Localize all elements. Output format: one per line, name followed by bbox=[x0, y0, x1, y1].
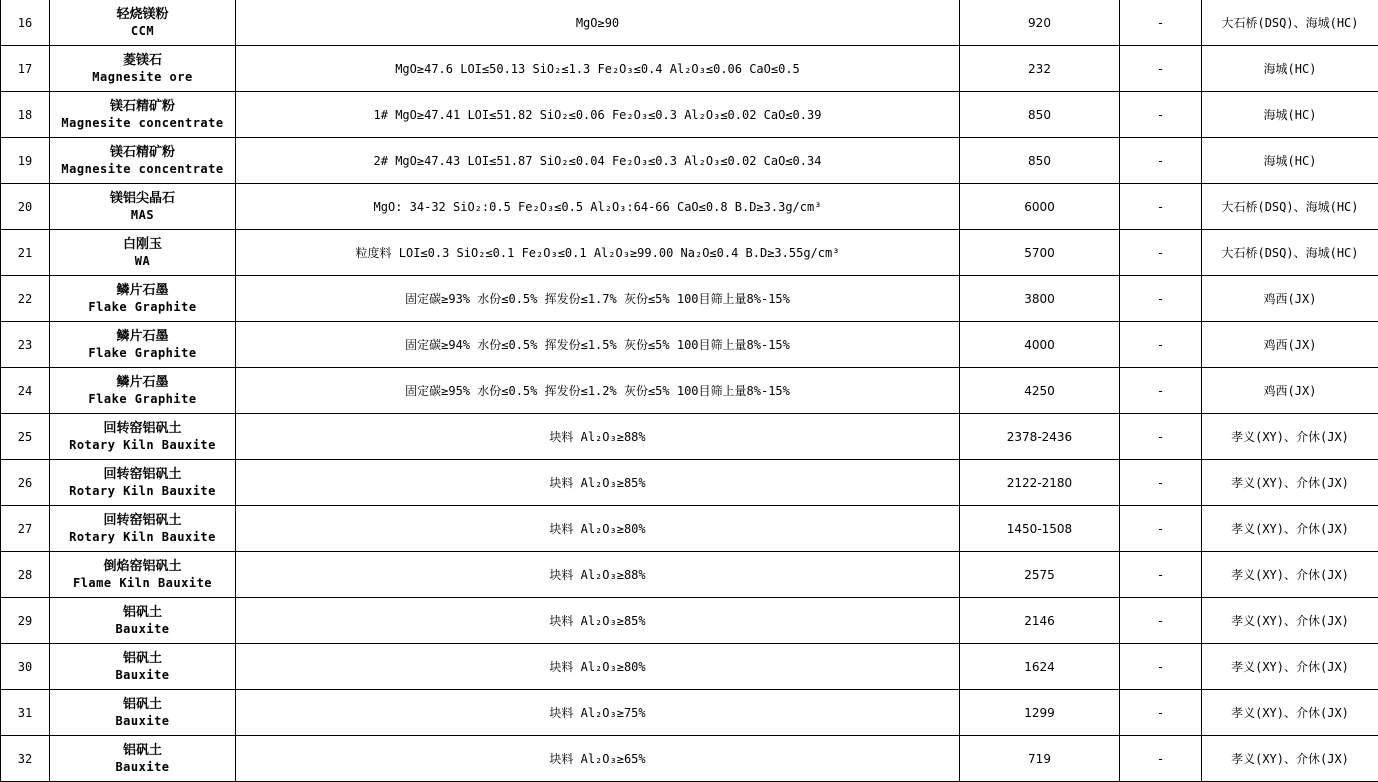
product-name-cn: 倒焰窑铝矾土 bbox=[50, 559, 235, 575]
product-origin: 鸡西(JX) bbox=[1202, 368, 1378, 414]
product-name-cn: 镁石精矿粉 bbox=[50, 99, 235, 115]
product-name-cn: 回转窑铝矾土 bbox=[50, 467, 235, 483]
product-origin: 孝义(XY)、介休(JX) bbox=[1202, 506, 1378, 552]
price-change: - bbox=[1120, 736, 1202, 782]
price-table-body bbox=[1, 0, 1378, 782]
price-change: - bbox=[1120, 46, 1202, 92]
product-name-cn: 铝矾土 bbox=[50, 605, 235, 621]
row-number: 20 bbox=[1, 184, 50, 230]
product-origin: 海城(HC) bbox=[1202, 92, 1378, 138]
product-price: 5700 bbox=[960, 230, 1120, 276]
product-name-cn: 镁铝尖晶石 bbox=[50, 191, 235, 207]
product-name-en: Rotary Kiln Bauxite bbox=[50, 483, 235, 499]
product-price: 6000 bbox=[960, 184, 1120, 230]
product-price: 850 bbox=[960, 138, 1120, 184]
product-name bbox=[50, 690, 236, 736]
table-row bbox=[1, 506, 1378, 552]
product-name-en: Magnesite ore bbox=[50, 69, 235, 85]
product-origin: 海城(HC) bbox=[1202, 138, 1378, 184]
table-row bbox=[1, 322, 1378, 368]
product-name-cn: 轻烧镁粉 bbox=[50, 7, 235, 23]
product-name-cn: 鳞片石墨 bbox=[50, 329, 235, 345]
product-name-cn: 菱镁石 bbox=[50, 53, 235, 69]
product-name bbox=[50, 46, 236, 92]
table-row bbox=[1, 690, 1378, 736]
product-name-cn: 铝矾土 bbox=[50, 651, 235, 667]
product-price: 4250 bbox=[960, 368, 1120, 414]
price-change: - bbox=[1120, 368, 1202, 414]
product-name-en: Bauxite bbox=[50, 713, 235, 729]
product-price: 2575 bbox=[960, 552, 1120, 598]
price-change: - bbox=[1120, 414, 1202, 460]
product-spec: 块料 Al₂O₃≥80% bbox=[236, 644, 960, 690]
product-name bbox=[50, 506, 236, 552]
row-number: 25 bbox=[1, 414, 50, 460]
product-origin: 孝义(XY)、介休(JX) bbox=[1202, 644, 1378, 690]
price-change: - bbox=[1120, 92, 1202, 138]
row-number: 17 bbox=[1, 46, 50, 92]
product-price: 1624 bbox=[960, 644, 1120, 690]
product-name-en: Magnesite concentrate bbox=[50, 161, 235, 177]
product-price: 1450-1508 bbox=[960, 506, 1120, 552]
product-name bbox=[50, 230, 236, 276]
product-name-cn: 鳞片石墨 bbox=[50, 375, 235, 391]
row-number: 29 bbox=[1, 598, 50, 644]
product-spec: 1# MgO≥47.41 LOI≤51.82 SiO₂≤0.06 Fe₂O₃≤0.3 Al₂O₃≤0.02 CaO≤0.39 bbox=[236, 92, 960, 138]
product-spec: 块料 Al₂O₃≥88% bbox=[236, 552, 960, 598]
product-spec: 固定碳≥94% 水份≤0.5% 挥发份≤1.5% 灰份≤5% 100目筛上量8%-15% bbox=[236, 322, 960, 368]
product-spec: 固定碳≥95% 水份≤0.5% 挥发份≤1.2% 灰份≤5% 100目筛上量8%-15% bbox=[236, 368, 960, 414]
product-name-cn: 铝矾土 bbox=[50, 697, 235, 713]
product-name-cn: 白刚玉 bbox=[50, 237, 235, 253]
product-origin: 鸡西(JX) bbox=[1202, 322, 1378, 368]
table-row bbox=[1, 0, 1378, 46]
price-change: - bbox=[1120, 690, 1202, 736]
product-origin: 孝义(XY)、介休(JX) bbox=[1202, 414, 1378, 460]
table-row bbox=[1, 138, 1378, 184]
table-row bbox=[1, 736, 1378, 782]
product-name bbox=[50, 322, 236, 368]
product-origin: 大石桥(DSQ)、海城(HC) bbox=[1202, 184, 1378, 230]
product-price: 719 bbox=[960, 736, 1120, 782]
product-name-en: Magnesite concentrate bbox=[50, 115, 235, 131]
product-name-en: Rotary Kiln Bauxite bbox=[50, 529, 235, 545]
product-name-en: CCM bbox=[50, 23, 235, 39]
product-name-en: MAS bbox=[50, 207, 235, 223]
table-row bbox=[1, 276, 1378, 322]
product-name bbox=[50, 0, 236, 46]
row-number: 23 bbox=[1, 322, 50, 368]
price-change: - bbox=[1120, 644, 1202, 690]
row-number: 30 bbox=[1, 644, 50, 690]
product-name-en: Rotary Kiln Bauxite bbox=[50, 437, 235, 453]
product-spec: 块料 Al₂O₃≥85% bbox=[236, 598, 960, 644]
product-name bbox=[50, 92, 236, 138]
row-number: 18 bbox=[1, 92, 50, 138]
table-row bbox=[1, 414, 1378, 460]
price-change: - bbox=[1120, 230, 1202, 276]
table-row bbox=[1, 184, 1378, 230]
table-row bbox=[1, 460, 1378, 506]
product-spec: 块料 Al₂O₃≥65% bbox=[236, 736, 960, 782]
price-change: - bbox=[1120, 506, 1202, 552]
product-price: 2122-2180 bbox=[960, 460, 1120, 506]
product-name-en: Flame Kiln Bauxite bbox=[50, 575, 235, 591]
product-name bbox=[50, 736, 236, 782]
price-change: - bbox=[1120, 0, 1202, 46]
product-name bbox=[50, 552, 236, 598]
product-price: 850 bbox=[960, 92, 1120, 138]
row-number: 28 bbox=[1, 552, 50, 598]
product-spec: 粒度料 LOI≤0.3 SiO₂≤0.1 Fe₂O₃≤0.1 Al₂O₃≥99.00 Na₂O≤0.4 B.D≥3.55g/cm³ bbox=[236, 230, 960, 276]
row-number: 22 bbox=[1, 276, 50, 322]
product-name-cn: 回转窑铝矾土 bbox=[50, 421, 235, 437]
row-number: 19 bbox=[1, 138, 50, 184]
row-number: 27 bbox=[1, 506, 50, 552]
product-price: 920 bbox=[960, 0, 1120, 46]
product-origin: 孝义(XY)、介休(JX) bbox=[1202, 552, 1378, 598]
price-change: - bbox=[1120, 460, 1202, 506]
product-name bbox=[50, 460, 236, 506]
product-spec: 块料 Al₂O₃≥85% bbox=[236, 460, 960, 506]
price-change: - bbox=[1120, 184, 1202, 230]
product-name bbox=[50, 138, 236, 184]
product-name bbox=[50, 414, 236, 460]
product-origin: 孝义(XY)、介休(JX) bbox=[1202, 690, 1378, 736]
product-origin: 孝义(XY)、介休(JX) bbox=[1202, 598, 1378, 644]
product-spec: MgO≥90 bbox=[236, 0, 960, 46]
product-origin: 孝义(XY)、介休(JX) bbox=[1202, 736, 1378, 782]
row-number: 26 bbox=[1, 460, 50, 506]
product-origin: 孝义(XY)、介休(JX) bbox=[1202, 460, 1378, 506]
price-change: - bbox=[1120, 138, 1202, 184]
product-name bbox=[50, 184, 236, 230]
product-spec: 2# MgO≥47.43 LOI≤51.87 SiO₂≤0.04 Fe₂O₃≤0.3 Al₂O₃≤0.02 CaO≤0.34 bbox=[236, 138, 960, 184]
row-number: 32 bbox=[1, 736, 50, 782]
table-row bbox=[1, 644, 1378, 690]
product-price: 2378-2436 bbox=[960, 414, 1120, 460]
product-name-en: Flake Graphite bbox=[50, 299, 235, 315]
product-name bbox=[50, 644, 236, 690]
table-row bbox=[1, 230, 1378, 276]
row-number: 31 bbox=[1, 690, 50, 736]
product-name-en: Flake Graphite bbox=[50, 345, 235, 361]
product-name-en: Bauxite bbox=[50, 621, 235, 637]
product-price: 232 bbox=[960, 46, 1120, 92]
product-name bbox=[50, 598, 236, 644]
price-change: - bbox=[1120, 598, 1202, 644]
product-origin: 鸡西(JX) bbox=[1202, 276, 1378, 322]
row-number: 16 bbox=[1, 0, 50, 46]
table-row bbox=[1, 46, 1378, 92]
product-price: 4000 bbox=[960, 322, 1120, 368]
product-spec: MgO: 34-32 SiO₂:0.5 Fe₂O₃≤0.5 Al₂O₃:64-66 CaO≤0.8 B.D≥3.3g/cm³ bbox=[236, 184, 960, 230]
product-name-cn: 铝矾土 bbox=[50, 743, 235, 759]
product-price: 3800 bbox=[960, 276, 1120, 322]
product-name-en: Bauxite bbox=[50, 759, 235, 775]
product-price: 2146 bbox=[960, 598, 1120, 644]
product-spec: 块料 Al₂O₃≥75% bbox=[236, 690, 960, 736]
product-spec: 块料 Al₂O₃≥88% bbox=[236, 414, 960, 460]
product-name-en: WA bbox=[50, 253, 235, 269]
product-name-cn: 镁石精矿粉 bbox=[50, 145, 235, 161]
product-origin: 大石桥(DSQ)、海城(HC) bbox=[1202, 0, 1378, 46]
price-change: - bbox=[1120, 552, 1202, 598]
price-change: - bbox=[1120, 322, 1202, 368]
table-row bbox=[1, 368, 1378, 414]
product-spec: 固定碳≥93% 水份≤0.5% 挥发份≤1.7% 灰份≤5% 100目筛上量8%-15% bbox=[236, 276, 960, 322]
product-name-en: Bauxite bbox=[50, 667, 235, 683]
table-row bbox=[1, 598, 1378, 644]
price-change: - bbox=[1120, 276, 1202, 322]
product-name bbox=[50, 276, 236, 322]
product-name bbox=[50, 368, 236, 414]
row-number: 21 bbox=[1, 230, 50, 276]
row-number: 24 bbox=[1, 368, 50, 414]
product-name-cn: 鳞片石墨 bbox=[50, 283, 235, 299]
product-name-en: Flake Graphite bbox=[50, 391, 235, 407]
product-spec: MgO≥47.6 LOI≤50.13 SiO₂≤1.3 Fe₂O₃≤0.4 Al₂O₃≤0.06 CaO≤0.5 bbox=[236, 46, 960, 92]
product-price: 1299 bbox=[960, 690, 1120, 736]
product-origin: 大石桥(DSQ)、海城(HC) bbox=[1202, 230, 1378, 276]
product-spec: 块料 Al₂O₃≥80% bbox=[236, 506, 960, 552]
product-origin: 海城(HC) bbox=[1202, 46, 1378, 92]
table-row bbox=[1, 552, 1378, 598]
table-row bbox=[1, 92, 1378, 138]
product-name-cn: 回转窑铝矾土 bbox=[50, 513, 235, 529]
